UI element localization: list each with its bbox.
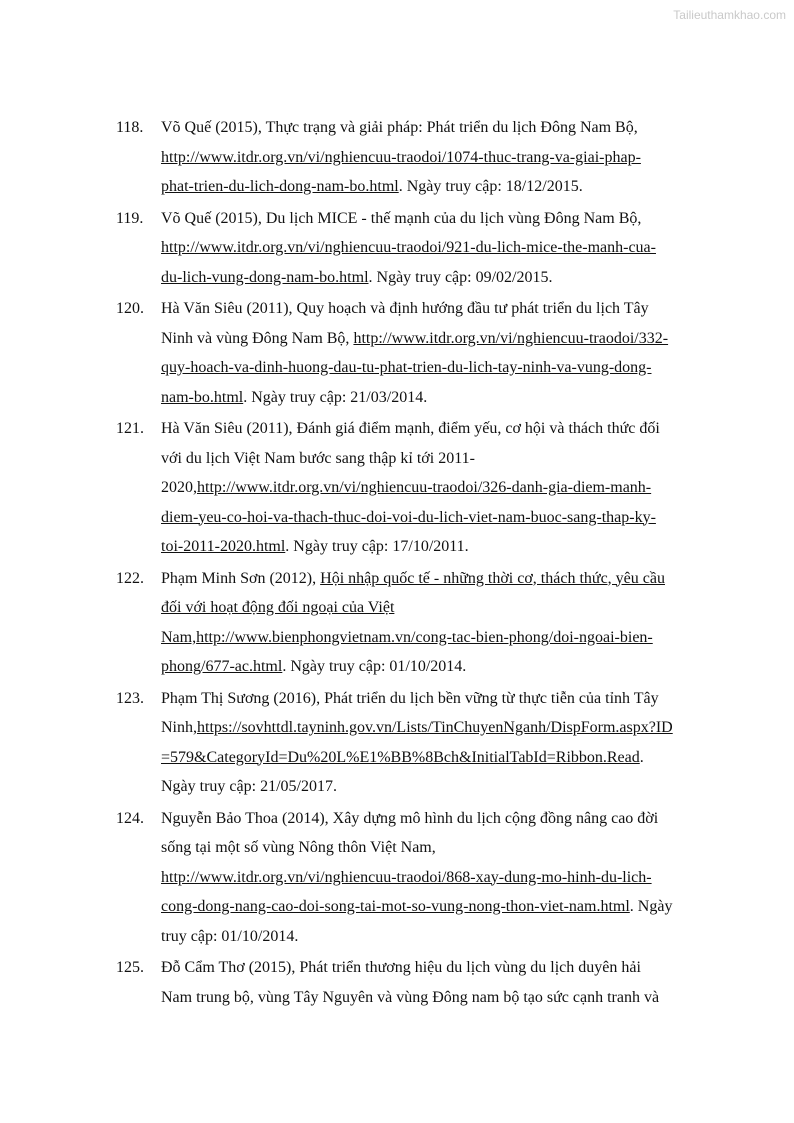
reference-link[interactable]: =579&CategoryId=Du%20L%E1%BB%8Bch&InitialTabId=Ribbon.Read: [161, 748, 640, 766]
reference-text: Phạm Thị Sương (2016), Phát triển du lịch bền vững từ thực tiễn của tỉnh Tây: [161, 689, 659, 707]
reference-text: Đỗ Cẩm Thơ (2015), Phát triển thương hiệu du lịch vùng du lịch duyên hải: [161, 959, 641, 976]
reference-number: 121.: [116, 420, 144, 437]
reference-item: [0, 113, 794, 202]
reference-item: [0, 564, 794, 682]
reference-text: Hà Văn Siêu (2011), Đánh giá điểm mạnh, điểm yếu, cơ hội và thách thức đối: [161, 420, 660, 437]
reference-title-link[interactable]: Hội nhập quốc tế - những thời cơ, thách thức, yêu cầu: [320, 569, 665, 587]
access-date: . Ngày truy cập: 09/02/2015.: [368, 268, 553, 286]
reference-link[interactable]: cong-dong-nang-cao-doi-song-tai-mot-so-vung-nong-thon-viet-nam.html: [161, 898, 630, 915]
reference-link[interactable]: diem-yeu-co-hoi-va-thach-thuc-doi-voi-du-lich-viet-nam-buoc-sang-thap-ky-: [161, 508, 656, 526]
reference-link[interactable]: http://www.bienphongvietnam.vn/cong-tac-bien-phong/doi-ngoai-bien-: [196, 628, 653, 646]
reference-text: với du lịch Việt Nam bước sang thập kỉ tới 2011-: [161, 449, 475, 467]
reference-link[interactable]: phong/677-ac.html: [161, 658, 283, 675]
reference-item: [0, 294, 794, 412]
reference-item: [0, 684, 794, 802]
access-date: .: [639, 748, 644, 766]
reference-number: 122.: [116, 569, 144, 587]
reference-text: Hà Văn Siêu (2011), Quy hoạch và định hướng đầu tư phát triển du lịch Tây: [161, 300, 649, 317]
access-date: truy cập: 01/10/2014.: [161, 927, 299, 945]
watermark: Tailieuthamkhao.com: [673, 8, 786, 22]
reference-text: Nam trung bộ, vùng Tây Nguyên và vùng Đông nam bộ tạo sức cạnh tranh và: [161, 988, 660, 1006]
reference-number: 124.: [116, 809, 144, 827]
reference-link[interactable]: http://www.itdr.org.vn/vi/nghiencuu-traodoi/326-danh-gia-diem-manh-: [197, 479, 652, 496]
reference-text: sống tại một số vùng Nông thôn Việt Nam,: [161, 839, 436, 856]
access-date: . Ngày truy cập: 21/03/2014.: [243, 388, 428, 406]
reference-text: Nguyễn Bảo Thoa (2014), Xây dựng mô hình du lịch cộng đồng nâng cao đời: [161, 809, 659, 827]
reference-link[interactable]: du-lich-vung-dong-nam-bo.html: [161, 268, 369, 286]
reference-text: Ninh,: [161, 719, 197, 736]
reference-title-link[interactable]: đối với hoạt động đối ngoại của Việt: [161, 599, 395, 616]
access-date: . Ngày: [629, 898, 673, 915]
reference-link[interactable]: quy-hoach-va-dinh-huong-dau-tu-phat-trien-du-lich-tay-ninh-va-vung-dong-: [161, 359, 652, 376]
reference-text: 2020,: [161, 479, 197, 496]
access-date: Ngày truy cập: 21/05/2017.: [161, 778, 337, 795]
reference-number: 119.: [116, 209, 144, 227]
reference-number: 125.: [116, 959, 144, 976]
access-date: . Ngày truy cập: 18/12/2015.: [398, 178, 583, 195]
reference-number: 123.: [116, 689, 144, 707]
reference-text: Phạm Minh Sơn (2012),: [161, 569, 321, 587]
access-date: . Ngày truy cập: 17/10/2011.: [285, 538, 469, 555]
reference-link[interactable]: nam-bo.html: [161, 388, 244, 406]
reference-number: 120.: [116, 300, 144, 317]
reference-link[interactable]: http://www.itdr.org.vn/vi/nghiencuu-traodoi/868-xay-dung-mo-hinh-du-lich-: [161, 868, 652, 886]
reference-text: Ninh và vùng Đông Nam Bộ,: [161, 329, 354, 347]
reference-link[interactable]: phat-trien-du-lich-dong-nam-bo.html: [161, 178, 399, 195]
reference-text: Võ Quế (2015), Thực trạng và giải pháp: Phát triển du lịch Đông Nam Bộ,: [161, 119, 638, 136]
reference-item: [0, 804, 794, 952]
reference-number: 118.: [116, 119, 144, 136]
reference-link[interactable]: http://www.itdr.org.vn/vi/nghiencuu-traodoi/332-: [353, 329, 669, 347]
reference-item: [0, 953, 794, 1012]
reference-link[interactable]: https://sovhttdl.tayninh.gov.vn/Lists/TinChuyenNganh/DispForm.aspx?ID: [197, 719, 673, 736]
access-date: . Ngày truy cập: 01/10/2014.: [282, 658, 467, 675]
reference-text: Võ Quế (2015), Du lịch MICE - thế mạnh của du lịch vùng Đông Nam Bộ,: [161, 209, 642, 227]
reference-link[interactable]: toi-2011-2020.html: [161, 538, 286, 555]
reference-item: [0, 414, 794, 562]
reference-item: [0, 204, 794, 293]
reference-link[interactable]: http://www.itdr.org.vn/vi/nghiencuu-traodoi/1074-thuc-trang-va-giai-phap-: [161, 148, 641, 166]
reference-link[interactable]: http://www.itdr.org.vn/vi/nghiencuu-traodoi/921-du-lich-mice-the-manh-cua-: [161, 239, 656, 256]
reference-title-link[interactable]: Nam,: [161, 628, 197, 646]
reference-list: [0, 113, 794, 1014]
